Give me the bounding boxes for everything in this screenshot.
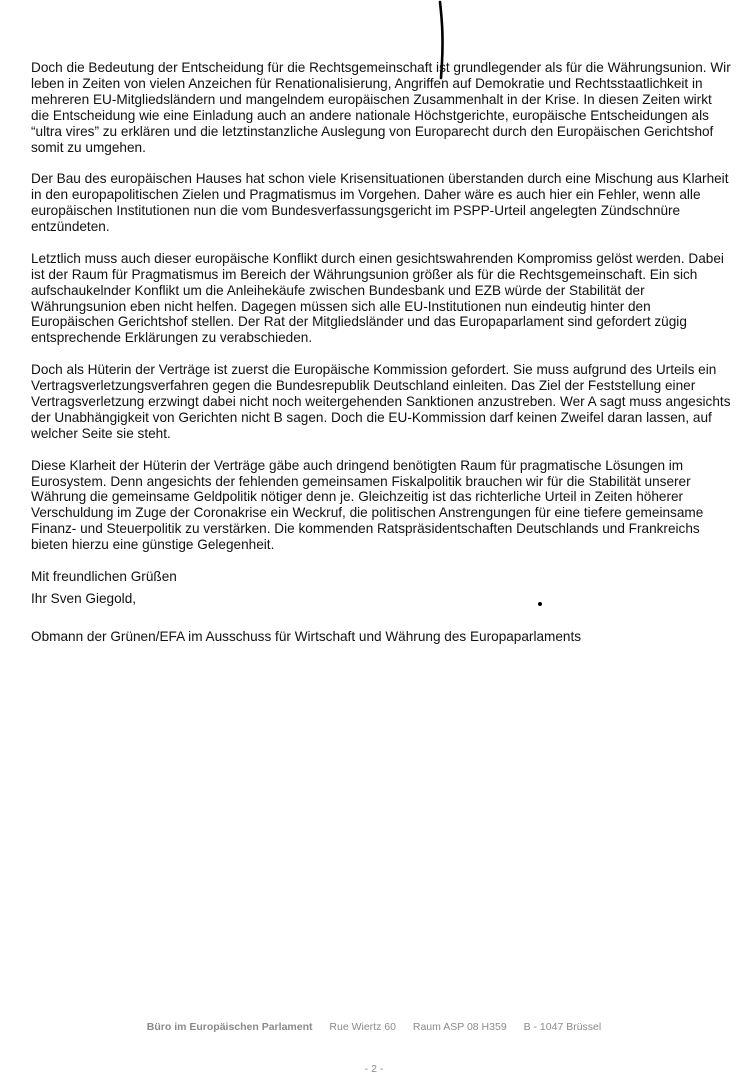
paragraph-3: Letztlich muss auch dieser europäische Konflikt durch einen gesichtswahrenden Kompromiss gelöst werden. Dabei ist der Raum für Pragmatismus im Bereich der Währungsunion größer als für die Rechtsgemeinschaft. Ein sich aufschaukelnder Konflikt um die Anleihekäufe zwischen Bundesbank und EZB würde der Stabilität der Währungsunion eben nicht helfen. Dagegen müssen sich alle EU-Institutionen nun eindeutig hinter den Europäischen Gerichtshof stellen. Der Rat der Mitgliedsländer und das Europaparlament sind gefordert zügig entsprechende Erklärungen zu verabschieden. (31, 250, 724, 346)
signature-line: Ihr Sven Giegold, (31, 590, 137, 606)
footer-street: Rue Wiertz 60 (329, 1021, 396, 1033)
paragraph-1: Doch die Bedeutung der Entscheidung für die Rechtsgemeinschaft ist grundlegender als für die Währungsunion. Wir leben in Zeiten von vielen Anzeichen für Renationalisierung, Angriffen auf Demokratie und Rechtsstaatlichkeit in mehreren EU-Mitgliedsländern und mangelndem europäischen Zusammenhalt in der Krise. In diesen Zeiten wirkt die Entscheidung wie eine Einladung auch an andere nationale Höchstgerichte, europäische Entscheidungen als “ultra vires” zu erklären und die letztinstanzliche Auslegung von Europarecht durch den Europäischen Gerichtshof somit zu umgehen. (31, 60, 731, 155)
closing-greeting: Mit freundlichen Grüßen (31, 568, 177, 584)
ink-dot-mark (538, 602, 542, 606)
page-footer (0, 1021, 748, 1033)
footer-city: B - 1047 Brüssel (523, 1021, 602, 1033)
page-number: - 2 - (364, 1063, 384, 1075)
footer-office: Büro im Europäischen Parlament (146, 1021, 313, 1033)
footer-room: Raum ASP 08 H359 (412, 1021, 507, 1033)
paragraph-4: Doch als Hüterin der Verträge ist zuerst die Europäische Kommission gefordert. Sie muss aufgrund des Urteils ein Vertragsverletzungsverfahren gegen die Bundesrepublik Deutschland einleiten. Das Ziel der Feststellung einer Vertragsverletzung erzwingt dabei nicht noch weitergehenden Sanktionen anzustreben. Wer A sagt muss angesichts der Unabhängigkeit von Gerichten nicht B sagen. Doch die EU-Kommission darf keinen Zweifel daran lassen, auf welcher Seite sie steht. (31, 362, 731, 441)
letter-body (31, 60, 731, 645)
paragraph-5: Diese Klarheit der Hüterin der Verträge gäbe auch dringend benötigten Raum für pragmatische Lösungen im Eurosystem. Denn angesichts der fehlenden gemeinsamen Fiskalpolitik brauchen wir für die Stabilität unserer Währung die gemeinsame Geldpolitik nötiger denn je. Gleichzeitig ist das richterliche Urteil in Zeiten höherer Verschuldung im Zuge der Coronakrise ein Weckruf, die politischen Anstrengungen für eine tiefere gemeinsame Finanz- und Steuerpolitik zu verstärken. Die kommenden Ratspräsidentschaften Deutschlands und Frankreichs bieten hierzu eine günstige Gelegenheit. (31, 457, 704, 553)
signatory-role: Obmann der Grünen/EFA im Ausschuss für Wirtschaft und Währung des Europaparlaments (31, 628, 582, 644)
paragraph-2: Der Bau des europäischen Hauses hat schon viele Krisensituationen überstanden durch eine Mischung aus Klarheit in den europapolitischen Zielen und Pragmatismus im Vorgehen. Daher wäre es auch hier ein Fehler, wenn alle europäischen Institutionen nun die vom Bundesverfassungsgericht im PSPP-Urteil angelegten Zündschnüre entzündeten. (31, 171, 729, 235)
